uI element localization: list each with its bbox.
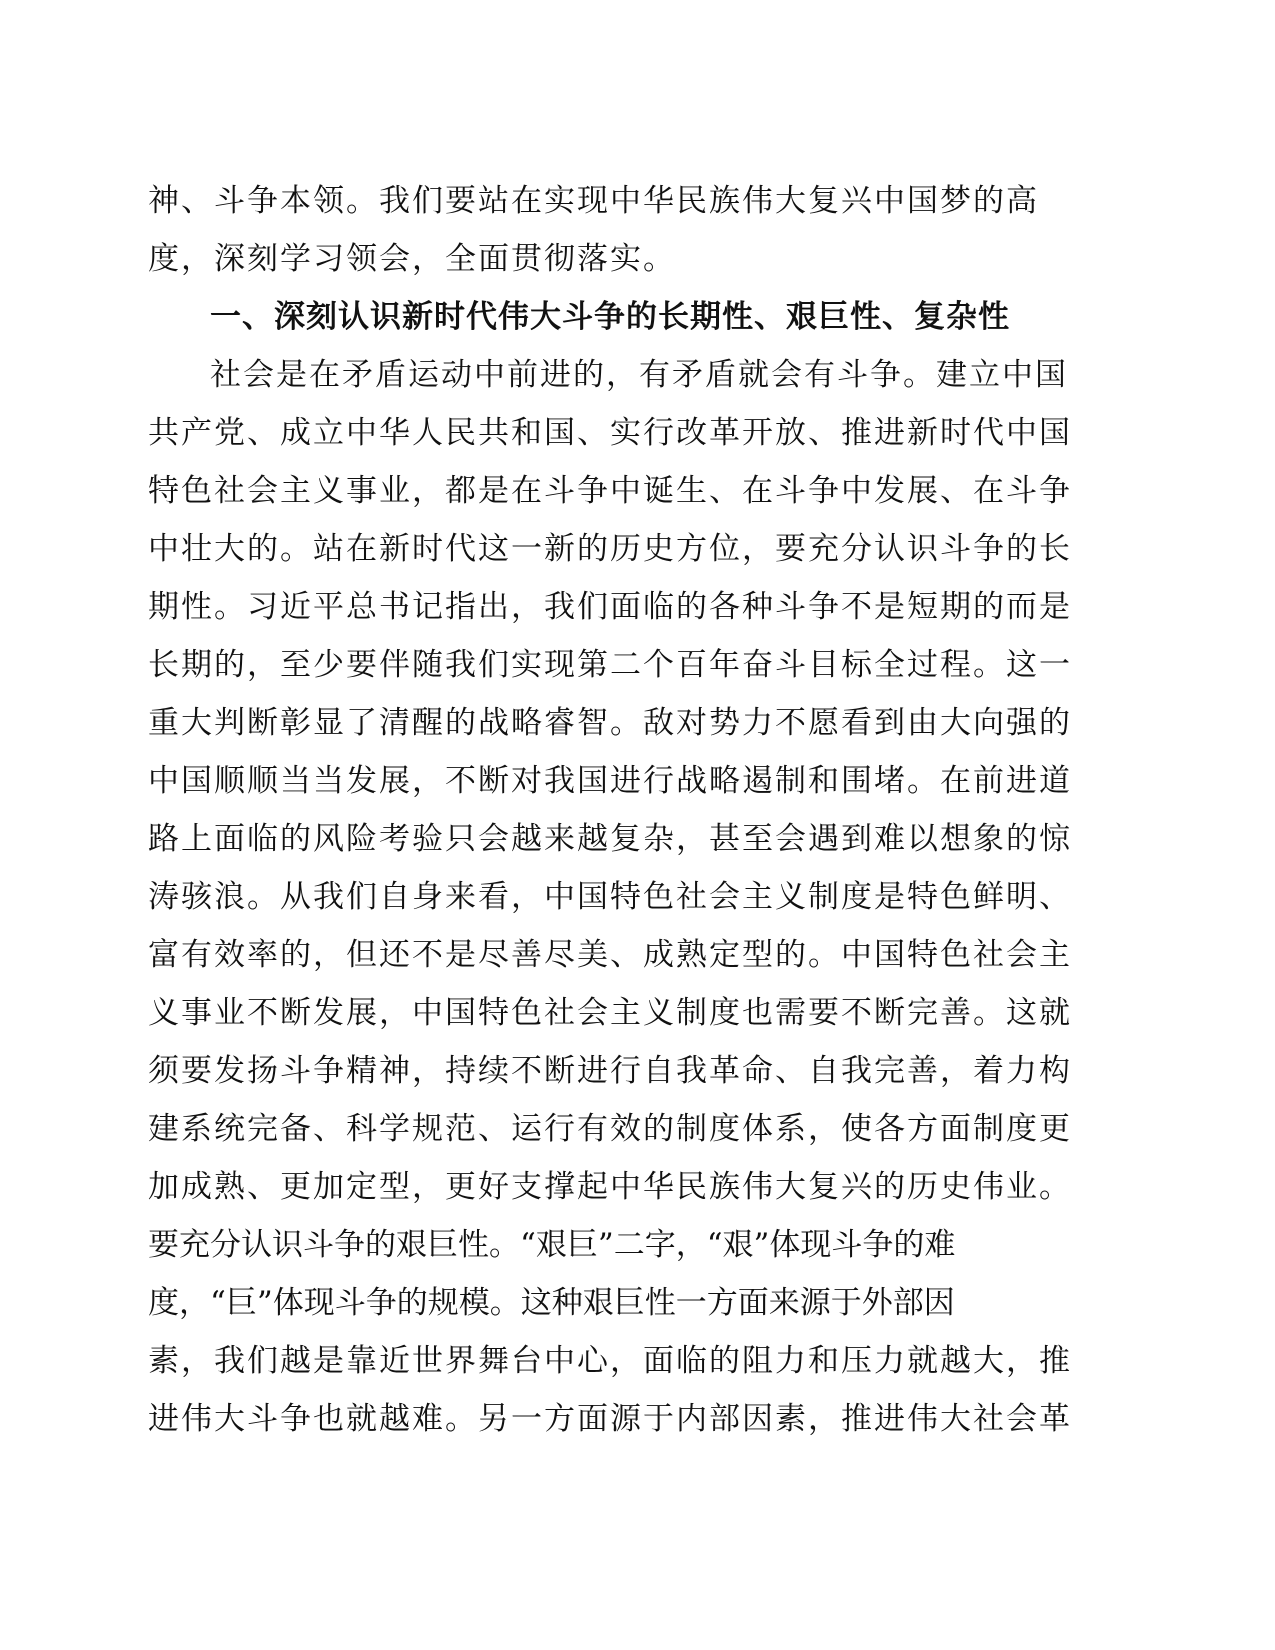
text-line: 富有效率的，但还不是尽善尽美、成熟定型的。中国特色社会主 <box>148 937 1072 973</box>
paragraph-first-line: 社会是在矛盾运动中前进的，有矛盾就会有斗争。建立中国 <box>210 357 1068 393</box>
text-line: 须要发扬斗争精神，持续不断进行自我革命、自我完善，着力构 <box>148 1053 1072 1089</box>
section-heading: 一、深刻认识新时代伟大斗争的长期性、艰巨性、复杂性 <box>210 299 1010 335</box>
text-line: 进伟大斗争也就越难。另一方面源于内部因素，推进伟大社会革 <box>148 1401 1072 1437</box>
text-line: 加成熟、更加定型，更好支撑起中华民族伟大复兴的历史伟业。 <box>148 1169 1072 1205</box>
text-line: 义事业不断发展，中国特色社会主义制度也需要不断完善。这就 <box>148 995 1072 1031</box>
text-line: 度，深刻学习领会，全面贯彻落实。 <box>148 241 676 277</box>
document-body <box>148 172 1072 1448</box>
text-line: 中国顺顺当当发展，不断对我国进行战略遏制和围堵。在前进道 <box>148 763 1072 799</box>
text-line: 特色社会主义事业，都是在斗争中诞生、在斗争中发展、在斗争 <box>148 473 1072 509</box>
text-line: 期性。习近平总书记指出，我们面临的各种斗争不是短期的而是 <box>148 589 1072 625</box>
text-line: 长期的，至少要伴随我们实现第二个百年奋斗目标全过程。这一 <box>148 647 1072 683</box>
text-line: 重大判断彰显了清醒的战略睿智。敌对势力不愿看到由大向强的 <box>148 705 1072 741</box>
text-line: 神、斗争本领。我们要站在实现中华民族伟大复兴中国梦的高 <box>148 183 1039 219</box>
text-line: 涛骇浪。从我们自身来看，中国特色社会主义制度是特色鲜明、 <box>148 879 1072 915</box>
text-line: 素，我们越是靠近世界舞台中心，面临的阻力和压力就越大，推 <box>148 1343 1072 1379</box>
text-line: 度，“巨”体现斗争的规模。这种艰巨性一方面来源于外部因 <box>148 1285 955 1321</box>
text-line: 路上面临的风险考验只会越来越复杂，甚至会遇到难以想象的惊 <box>148 821 1072 857</box>
text-line: 建系统完备、科学规范、运行有效的制度体系，使各方面制度更 <box>148 1111 1072 1147</box>
text-line: 要充分认识斗争的艰巨性。“艰巨”二字，“艰”体现斗争的难 <box>148 1227 956 1263</box>
text-line: 中壮大的。站在新时代这一新的历史方位，要充分认识斗争的长 <box>148 531 1072 567</box>
text-line: 共产党、成立中华人民共和国、实行改革开放、推进新时代中国 <box>148 415 1072 451</box>
